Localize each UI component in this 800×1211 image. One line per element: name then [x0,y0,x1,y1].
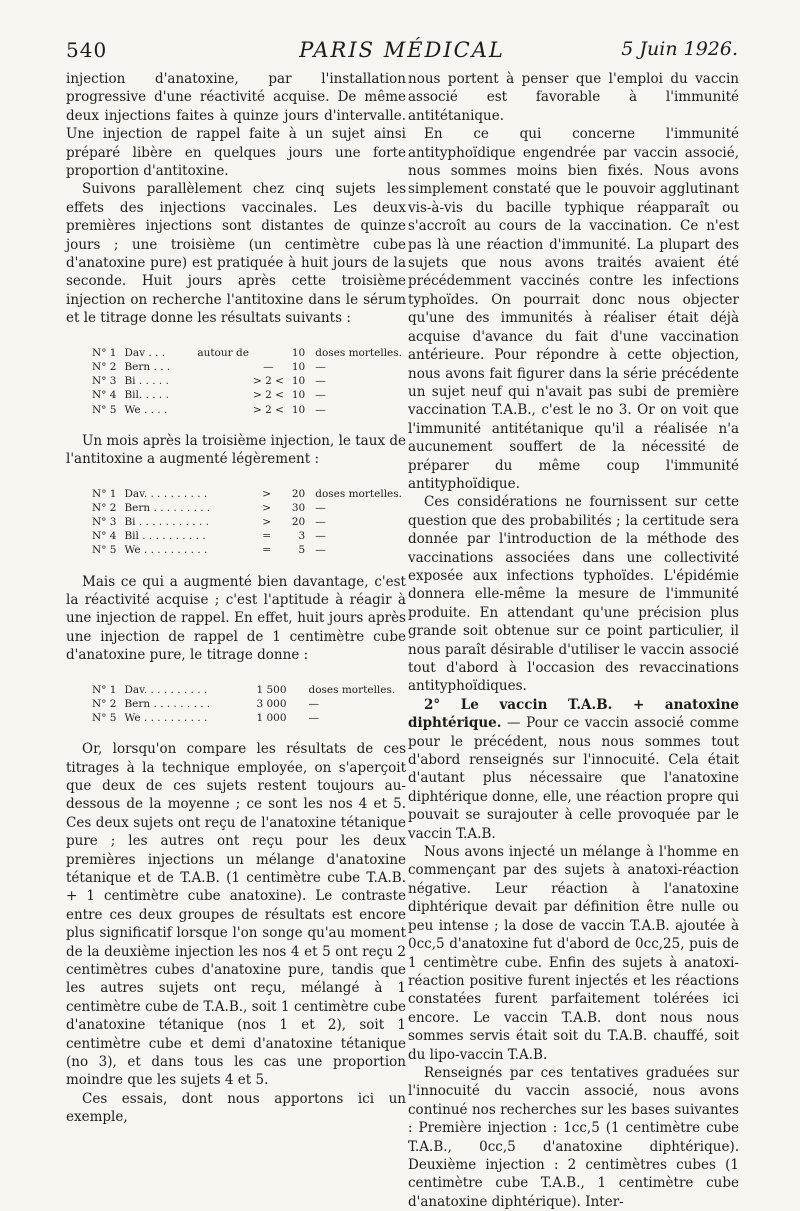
dose-value: 20 [291,487,306,500]
paragraph-text-emphasis: Première injection : 1cc,5 (1 centimètre cube T.A.B., 0cc,5 d'anatoxine diphtérique). Deuxième injection : 2 centimètres cubes (1 centimètre cube T.A.B., 1 centimètre cube d'anatoxine diphtérique). [408,1120,739,1210]
dose-unit: doses mortelles. [315,346,402,359]
table-row [92,360,406,374]
paragraph: En ce qui concerne l'immunité antityphoïdique engendrée par vaccin associé, nous sommes moins bien fixés. Nous avons simplement constaté que le pouvoir agglutinant vis-à-vis du bacille typhique réapparaît ou s'accroît au cours de la vaccination. Ce n'est pas là une réaction d'immunité. La plupart des sujets que nous avons traités avaient été précédemment vaccinés contre les infections typhoïdes. On pourrait donc nous objecter qu'une des immunités à réaliser était déjà acquise d'avance du fait d'une vaccination antérieure. Pour répondre à cette objection, nous avons fait figurer dans la série précédente un sujet neuf qui n'avait pas subi de première vaccination T.A.B., c'est le no 3. Or on voit que l'immunité antitétanique qu'il a réalisée n'a aucunement souffert de la nécessité de préparer du même coup l'immunité antityphoïdique. [408,126,739,492]
table-row [92,346,406,360]
subject-name: Dav. . . . . . . . . . [124,487,208,500]
titration-table-2 [92,487,406,558]
dose-value: 10 [291,375,306,388]
dose-value: 10 [291,360,306,373]
comparison: > [262,515,271,528]
right-column [408,70,739,1211]
dose-unit: — [315,530,326,543]
section-heading: 2° Le vaccin T.A.B. + anatoxine diphtérique. [408,696,739,732]
subject-name: Bern . . . . . . . . . [124,697,211,710]
dose-unit: — [315,544,326,557]
paragraph [408,696,739,843]
subject-number: N° 5 [92,544,117,557]
comparison: > [262,501,271,514]
subject-name: Bil. . . . . [124,389,169,402]
subject-number: N° 2 [92,360,117,373]
dose-value: 30 [291,501,306,514]
table-row [92,711,399,725]
table-row [92,683,399,697]
titration-table-1 [92,346,406,417]
paragraph: Ces essais, dont nous apportons ici un exemple, [66,1090,406,1126]
subject-number: N° 4 [92,389,117,402]
qualifier [197,374,253,388]
subject-name: Bern . . . [124,360,171,373]
dose-value: 10 [291,346,306,359]
table-row [92,374,406,388]
comparison: = [262,530,271,543]
subject-name: Bi . . . . . . . . . . . [124,515,209,528]
subject-name: We . . . . [124,403,168,416]
dose-value: 10 [291,389,306,402]
dose-unit: — [315,360,326,373]
table-row [92,515,406,529]
dose-unit: — [315,389,326,402]
paragraph-text: — Pour ce vaccin associé comme pour le précédent, nous nous sommes tout d'abord renseignés sur l'innocuité. Cela était d'autant plus nécessaire que l'anatoxine diphtérique donne, elle, une réaction propre qui pouvait se surajouter à celle provoquée par le vaccin T.A.B. [408,715,739,842]
dose-unit: doses mortelles. [315,487,402,500]
comparison: — [263,360,274,373]
qualifier: autour de [197,346,249,359]
dose-value: 20 [291,515,306,528]
paragraph: Suivons parallèlement chez cinq sujets les effets des injections vaccinales. Les deux premières injections sont distantes de quinze jours ; une troisième (un centimètre cube d'anatoxine pure) est pratiquée à huit jours de la seconde. Huit jours après cette troisième injection on recherche l'antitoxine dans le sérum et le titrage donne les résultats suivants : [66,181,406,327]
dose-value: 5 [298,544,306,557]
page-number: 540 [66,38,108,62]
qualifier [197,360,253,374]
subject-number: N° 3 [92,515,117,528]
paragraph: Un mois après la troisième injection, le taux de l'antitoxine a augmenté légèrement : [66,432,406,468]
dose-value: 1 000 [256,711,287,724]
left-column [66,70,406,1127]
comparison: = [262,544,271,557]
journal-title: PARIS MÉDICAL [299,38,505,62]
table-row [92,388,406,402]
qualifier [197,403,253,417]
subject-number: N° 4 [92,530,117,543]
subject-number: N° 1 [92,346,117,359]
dose-unit: — [315,501,326,514]
paragraph: Nous avons injecté un mélange à l'homme en commençant par des sujets à anatoxi-réaction négative. Leur réaction à l'anatoxine diphtérique devait par définition être nulle ou peu intense ; la dose de vaccin T.A.B. ajoutée à 0cc,5 d'anatoxine fut d'abord de 0cc,25, puis de 1 centimètre cube. Enfin des sujets à anatoxi-réaction positive furent injectés et les réactions constatées furent parfaitement tolérées ici encore. Le vaccin T.A.B. dont nous nous sommes servis était soit du T.A.B. chauffé, soit du lipo-vaccin T.A.B. [408,844,739,1063]
subject-number: N° 2 [92,697,117,710]
paragraph: Mais ce qui a augmenté bien davantage, c'est la réactivité acquise ; c'est l'aptitude à réagir à une injection de rappel. En effet, huit jours après une injection de rappel de 1 centimètre cube d'anatoxine pure, le titrage donne : [66,573,406,664]
comparison: > [262,487,271,500]
paragraph: injection d'anatoxine, par l'installation progressive d'une réactivité acquise. De même deux injections faites à quinze jours d'intervalle. Une injection de rappel faite à un sujet ainsi préparé libère en quelques jours une forte proportion d'antitoxine. [66,71,406,180]
comparison: > 2 < [252,375,284,388]
subject-name: Dav. . . . . . . . . . [124,683,208,696]
paragraph [408,1064,739,1211]
titration-table-3 [92,683,399,726]
subject-number: N° 1 [92,487,117,500]
dose-unit: — [308,711,319,724]
subject-number: N° 1 [92,683,117,696]
subject-name: We . . . . . . . . . . [124,711,208,724]
subject-number: N° 5 [92,711,117,724]
dose-unit: doses mortelles. [308,683,396,696]
subject-name: Dav . . . [124,346,166,359]
subject-name: Bi . . . . . [124,375,169,388]
subject-number: N° 5 [92,403,117,416]
dose-value: 3 000 [256,697,287,710]
subject-name: Bern . . . . . . . . . [124,501,211,514]
dose-unit: — [308,697,319,710]
comparison: > 2 < [252,389,284,402]
subject-name: Bil . . . . . . . . . . [124,530,206,543]
qualifier [197,388,253,402]
subject-name: We . . . . . . . . . . [124,544,208,557]
subject-number: N° 3 [92,375,117,388]
comparison [253,346,288,360]
comparison: > 2 < [252,403,284,416]
dose-value: 1 500 [256,683,287,696]
dose-value: 3 [298,530,306,543]
table-row [92,487,406,501]
page-header [66,38,738,70]
paragraph: nous portent à penser que l'emploi du vaccin associé est favorable à l'immunité antitétanique. [408,71,739,124]
paragraph-text: Inter- [580,1193,624,1210]
dose-unit: — [315,515,326,528]
paragraph-text: Renseignés par ces tentatives graduées sur l'innocuité du vaccin associé, nous avons continué nos recherches sur les bases suivantes : [408,1064,739,1137]
dose-unit: — [315,403,326,416]
table-row [92,697,399,711]
table-row [92,501,406,515]
dose-value: 10 [291,403,306,416]
paragraph: Or, lorsqu'on compare les résultats de ces titrages à la technique employée, on s'aperçoit que deux de ces sujets restent toujours au-dessous de la moyenne ; ce sont les nos 4 et 5. Ces deux sujets ont reçu de l'anatoxine tétanique pure ; les autres ont reçu pour les deux premières injections un mélange d'anatoxine tétanique et de T.A.B. (1 centimètre cube T.A.B. + 1 centimètre cube anatoxine). Le contraste entre ces deux groupes de résultats est encore plus significatif lorsque l'on songe qu'au moment de la deuxième injection les nos 4 et 5 ont reçu 2 centimètres cubes d'anatoxine pure, tandis que les autres sujets ont reçu, mélangé à 1 centimètre cube de T.A.B., soit 1 centimètre cube d'anatoxine tétanique (nos 1 et 2), soit 1 centimètre cube et demi d'anatoxine tétanique (no 3), et dans tous les cas une proportion moindre que les sujets 4 et 5. [66,741,406,1089]
paragraph: Ces considérations ne fournissent sur cette question que des probabilités ; la certitude sera donnée par l'introduction de la méthode des vaccinations associées dans une collectivité exposée aux infections typhoïdes. L'épidémie donnera elle-même la mesure de l'immunité produite. En attendant qu'une précision plus grande soit obtenue sur ce point particulier, il nous paraît désirable d'utiliser le vaccin associé tout d'abord à l'occasion des revaccinations antityphoïdiques. [408,494,739,695]
dose-unit: — [315,375,326,388]
table-row [92,543,406,557]
issue-date: 5 Juin 1926. [621,38,738,60]
table-row [92,529,406,543]
table-row [92,403,406,417]
subject-number: N° 2 [92,501,117,514]
